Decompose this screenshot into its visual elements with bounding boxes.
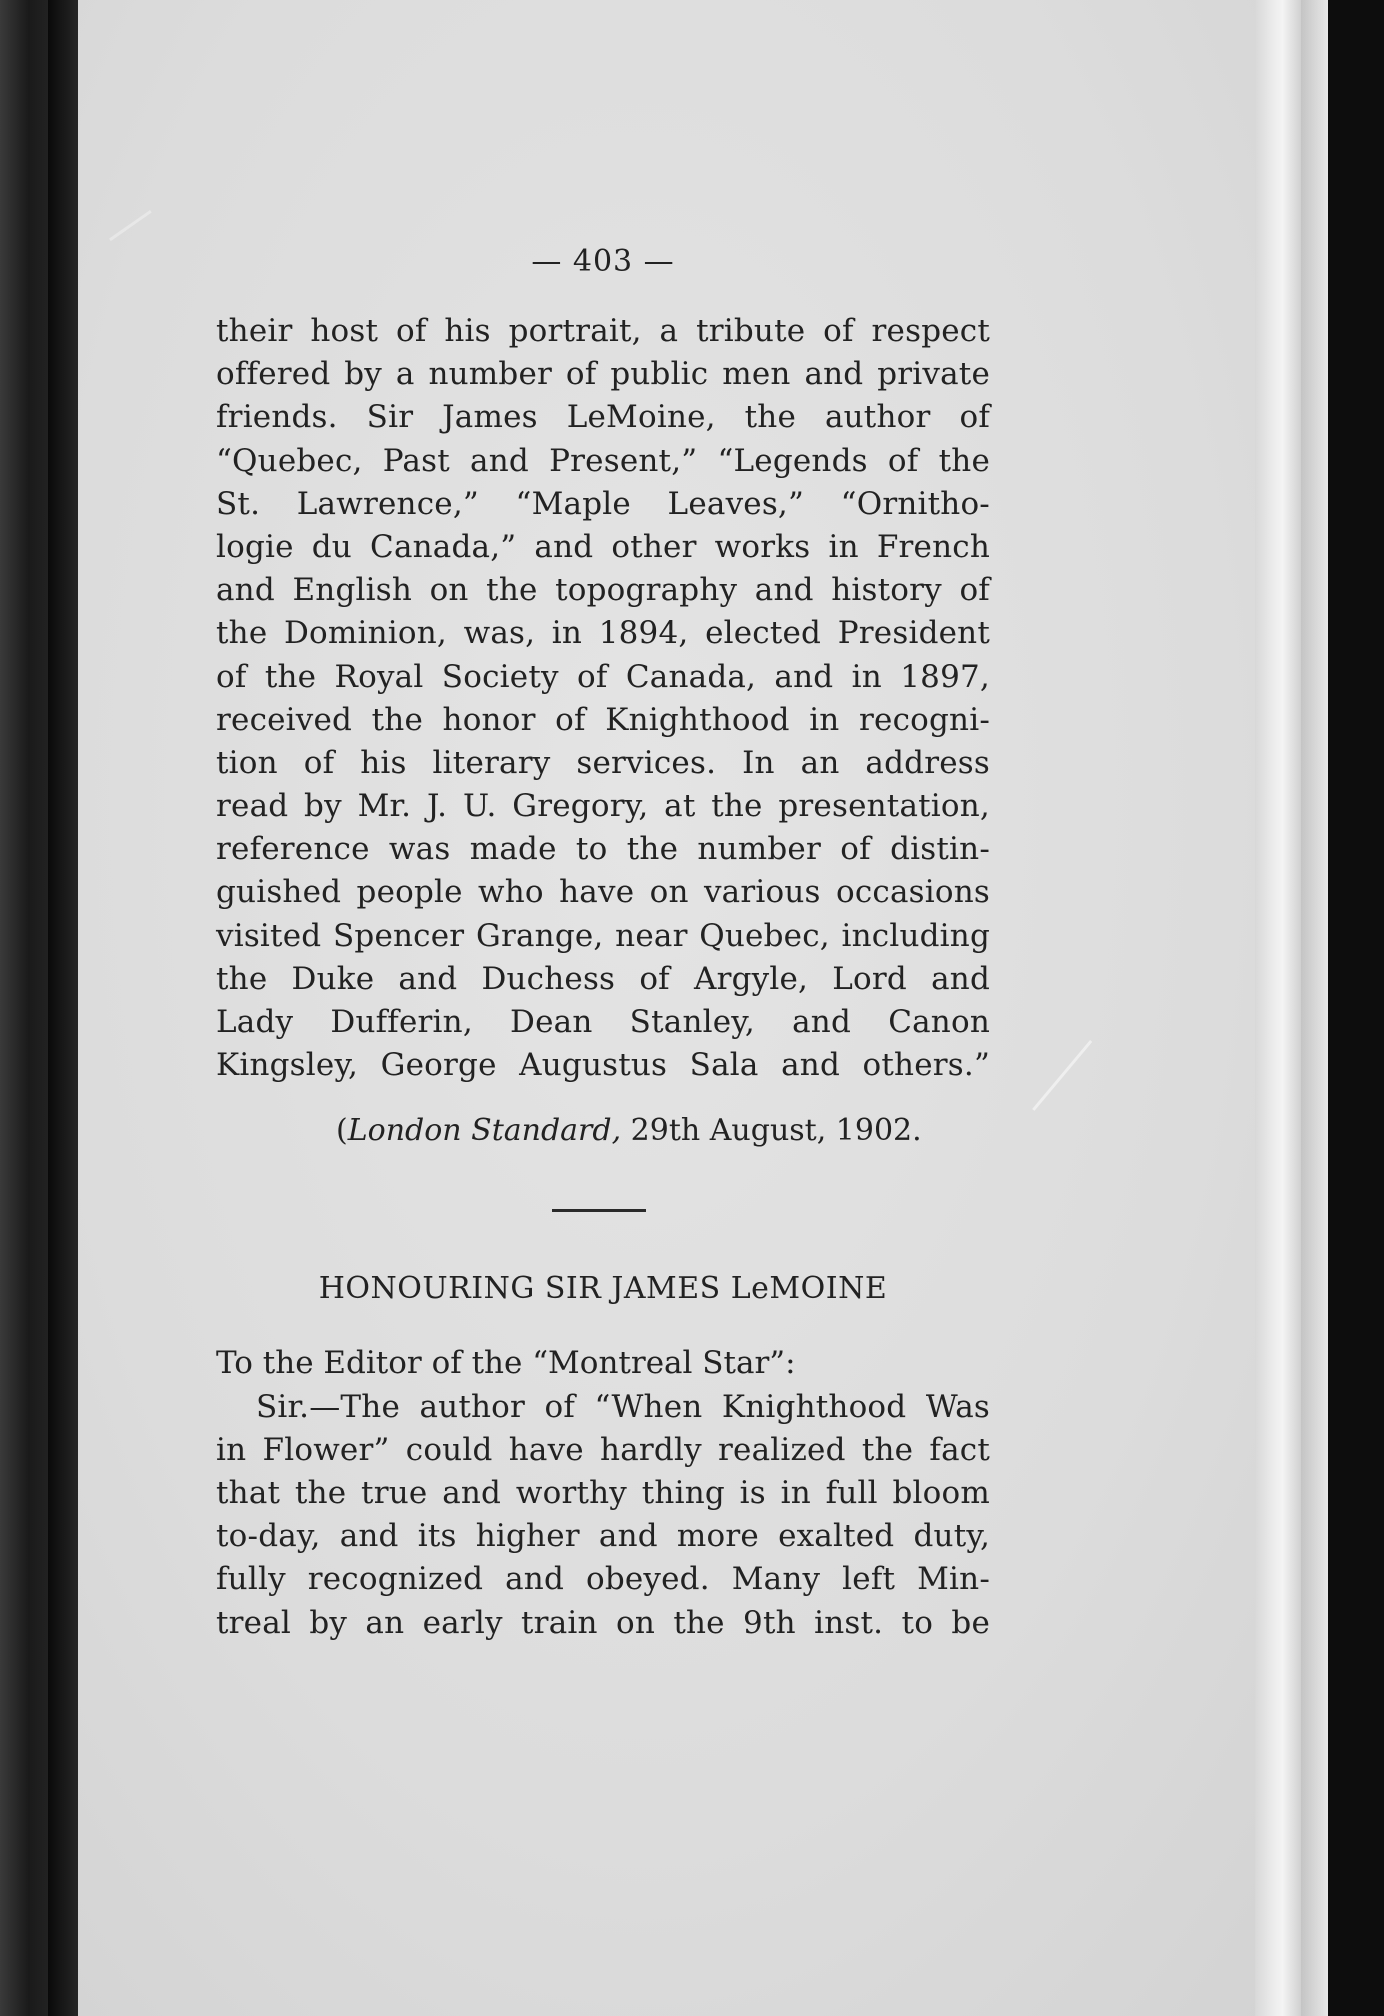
citation-date: 29th August, 1902.: [621, 1113, 922, 1149]
text-line: Sir.—The author of “When Knighthood Was: [256, 1388, 990, 1425]
text-line: read by Mr. J. U. Gregory, at the presentation,: [216, 788, 990, 825]
text-line: the Duke and Duchess of Argyle, Lord and: [216, 960, 990, 997]
page-gutter-shadow: [48, 0, 78, 2016]
text-line: of the Royal Society of Canada, and in 1897,: [216, 658, 990, 695]
book-spine-left: [0, 0, 48, 2016]
text-line: visited Spencer Grange, near Quebec, including: [216, 917, 990, 954]
page-text: [216, 236, 990, 1645]
citation: [216, 1103, 990, 1159]
text-line: to-day, and its higher and more exalted duty,: [216, 1518, 990, 1555]
text-line: Kingsley, George Augustus Sala and others.”: [216, 1047, 990, 1084]
text-line: St. Lawrence,” “Maple Leaves,” “Ornitho-: [216, 485, 990, 522]
citation-source: London Standard,: [347, 1113, 622, 1149]
text-line: their host of his portrait, a tribute of respect: [216, 313, 990, 349]
book-spine-right: [1328, 0, 1384, 2016]
text-line: logie du Canada,” and other works in French: [216, 528, 990, 565]
text-line: and English on the topography and history of: [216, 572, 990, 609]
text-line: reference was made to the number of distin-: [216, 831, 990, 868]
section-heading: HONOURING SIR JAMES LeMOINE: [318, 1271, 888, 1307]
text-line: the Dominion, was, in 1894, elected President: [216, 615, 990, 652]
text-line: fully recognized and obeyed. Many left Min-: [216, 1561, 990, 1598]
page-number: — 403 —: [531, 244, 675, 279]
text-line: that the true and worthy thing is in full bloom: [216, 1474, 990, 1511]
text-line: received the honor of Knighthood in recogni-: [216, 701, 990, 738]
text-line: offered by a number of public men and private: [216, 356, 990, 393]
section-divider: [552, 1209, 646, 1212]
text-line: treal by an early train on the 9th inst. to be: [216, 1604, 990, 1641]
page-fold-highlight: [1255, 0, 1301, 2016]
text-line: Lady Dufferin, Dean Stanley, and Canon: [216, 1004, 990, 1040]
letter-salutation: To the Editor of the “Montreal Star”:: [216, 1345, 796, 1382]
page-edge: [1301, 0, 1328, 2016]
text-line: in Flower” could have hardly realized the fact: [216, 1431, 990, 1468]
letter-paragraph: [216, 1386, 990, 1645]
body-paragraph: [216, 310, 990, 1087]
citation-open-paren: (: [336, 1113, 348, 1149]
text-line: tion of his literary services. In an address: [216, 744, 990, 781]
text-line: “Quebec, Past and Present,” “Legends of the: [216, 442, 990, 479]
text-line: friends. Sir James LeMoine, the author of: [216, 399, 990, 436]
text-line: guished people who have on various occasions: [216, 874, 990, 911]
